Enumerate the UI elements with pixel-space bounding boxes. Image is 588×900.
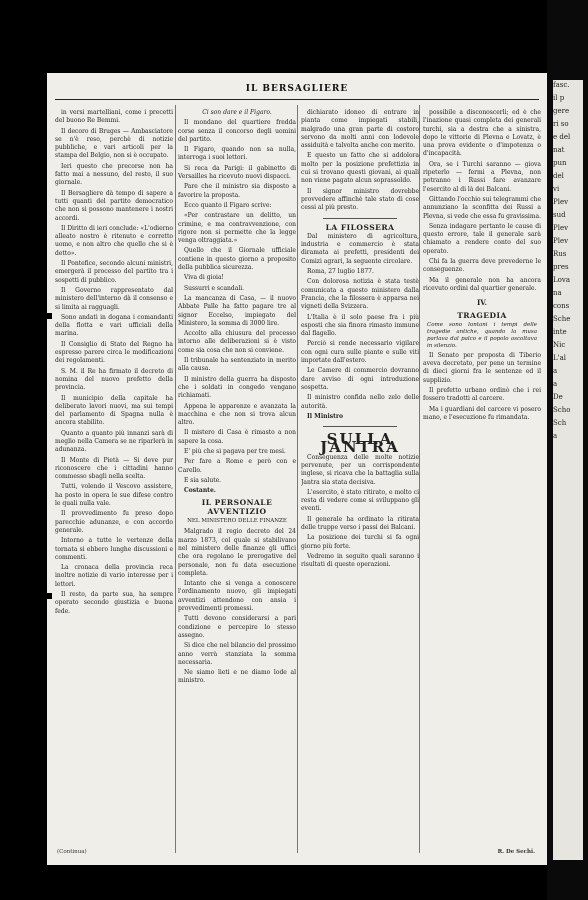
column-2	[178, 109, 296, 849]
edge-fragment: pun	[553, 159, 567, 167]
paragraph: Il signor ministro dovrebbe provvedere affinchè tale stato di cose cessi al più presto.	[301, 187, 419, 212]
column-divider	[297, 105, 298, 853]
author-signature: R. De Sechi.	[497, 849, 535, 855]
paragraph: Il resto, da parte sua, ha sempre operato secondo giustizia e buona fede.	[55, 591, 173, 615]
paragraph: Il mistero di Casa è rimasto a non sapere la cosa.	[178, 429, 296, 445]
binding-notch	[47, 313, 52, 319]
edge-fragment: pres	[553, 263, 569, 271]
paragraph: Le Camere di commercio dovranno dare avviso di ogni introduzione sospetta.	[301, 367, 419, 391]
section-body	[301, 233, 419, 411]
paragraph: Ecco quanto il Figaro scrive:	[184, 201, 272, 209]
page-title: IL BERSAGLIERE	[245, 84, 349, 94]
paragraph: Tutti, volendo il Vescovo assistere, ha posto in opera le sue difese contro le quali nulla vale.	[55, 483, 173, 508]
column-2-body	[178, 119, 296, 485]
paragraph: Il Senato per proposta di Tiberio aveva decretato, per pene un termine di dieci giorni fra le sentenze ed il supplizio.	[423, 351, 541, 384]
paragraph: Si dice che nel bilancio del prossimo anno verrà stanziata la somma necessaria.	[178, 642, 296, 666]
paragraph: La posizione dei turchi si fa ogni giorno più forte.	[301, 534, 419, 550]
paragraph: E questo un fatto che si addolora molto per la posizione prefettizia in cui si trovano questi giovani, ai quali non viene pagato alcun soprassoldo.	[301, 152, 419, 185]
paragraph: Viva di gioia!	[184, 274, 224, 282]
paragraph: Ma il generale non ha ancora ricevuto ordini dal quartier generale.	[423, 276, 541, 292]
edge-fragment: cons	[553, 302, 570, 310]
edge-fragment: Plev	[553, 198, 569, 206]
signoff: Costante.	[184, 487, 216, 495]
paragraph: Roma, 27 luglio 1877.	[307, 268, 374, 276]
paragraph: Il decoro di Bruges — Ambasciatore se n'è reso, perchè di notizie pubbliche, e vari articoli per la stampa del Belgio, non si è occupato.	[55, 127, 173, 160]
paragraph: Il prefetto urbano ordinò che i rei fossero tradotti al carcere.	[423, 387, 541, 403]
epigraph: Come sono lontani i tempi delle tragedie antiche, quando la musa parlava dal palco e il popolo ascoltava in silenzio.	[427, 321, 537, 349]
paragraph: Il tribunale ha sentenziato in merito alla causa.	[178, 357, 296, 373]
paragraph: Il generale ha ordinato la ritirata delle truppe verso i passi dei Balcani.	[301, 515, 419, 532]
paragraph: La mancanza di Casa, — il nuovo Abbate Palle ha fatto pagare tre al signor Eccelso, impiegato del Ministero, la somma di 3000 lire.	[178, 294, 296, 327]
divider-rule	[323, 426, 397, 427]
paragraph: Si reca da Parigi: il gabinetto di Versailles ha ricevuto nuovi dispacci.	[178, 164, 296, 181]
column-lead: Ci son dare e il Figaro.	[202, 109, 272, 116]
edge-fragment: Rus	[553, 250, 567, 258]
column-4-body	[423, 109, 541, 293]
paragraph: Sono andati in dogana i comandanti della flotta e vari ufficiali della marina.	[55, 313, 173, 338]
paragraph: Ora, se i Turchi saranno — giova ripeterlo — fermi a Plevna, non potranno i Russi fare avanzare l'esercito al di là dei Balcani.	[423, 160, 541, 193]
paragraph: Il Bersagliere dà tempo di sapere a tutti quanti del partito democratico che non si possono mantenere i nostri accordi.	[55, 189, 173, 222]
paragraph: La cronaca della provincia reca inoltre notizie di vario interesse per i lettori.	[55, 564, 173, 588]
column-3	[301, 109, 419, 849]
edge-fragment: inte	[553, 328, 567, 336]
adjacent-page-text	[553, 80, 583, 860]
paragraph: Con dolorosa notizia è stata testè comunicata a questo ministero dalla Francia, che la filossera è apparsa nei vigneti della Svizzera.	[301, 278, 419, 311]
paragraph: Tutti devono considerarsi a pari condizione e percepire lo stesso assegno.	[178, 615, 296, 639]
paragraph: dichiarato idoneo di entrare in pianta come impiegati stabili, malgrado una gran parte di costoro servono da molti anni con lodevole assiduità e talvolta anche con merito.	[301, 109, 419, 150]
paragraph: S. M. il Re ha firmato il decreto di nomina del nuovo prefetto della provincia.	[55, 367, 173, 392]
paragraph: Gittando l'occhio sui telegrammi che annunziano la sconfitta dei Russi a Plevna, si vede che essa fu gravissima.	[423, 195, 541, 220]
section-body	[301, 454, 419, 570]
paragraph: Sussurri e scandali.	[184, 284, 245, 292]
paragraph: Perciò si rende necessario vigilare con ogni cura sulle piante e sulle viti importate dall'estero.	[301, 340, 419, 365]
paragraph: Il Monte di Pietà — Si deve pur riconoscere che i cittadini hanno commesso sbagli nella scelta.	[55, 456, 173, 481]
edge-fragment: fasc.	[553, 81, 570, 89]
section-body	[178, 528, 296, 685]
paragraph: Ieri questo che precorse non ha fatto mai a nessuno, del resto, il suo giornale.	[55, 162, 173, 187]
edge-fragment: Plev	[553, 224, 569, 232]
paragraph: Per fare a Rome e però con e Carello.	[178, 458, 296, 474]
edge-fragment: sud	[553, 211, 566, 219]
paragraph: Intorno a tutte le vertenze della tornata si ebbero lunghe discussioni e commenti.	[55, 537, 173, 561]
paragraph: Il provvedimento fu preso dopo parecchie adunanze, e con accordo generale.	[55, 510, 173, 534]
section-subtitle: NEL MINISTERO DELLE FINANZE	[187, 518, 287, 525]
edge-fragment: il p	[553, 94, 565, 102]
column-divider	[419, 105, 420, 853]
section-title: IL PERSONALE AVVENTIZIO	[201, 498, 273, 516]
paragraph: Senza indagare pertanto le cause di questo errore, tale il generale sarà chiamato a rendere conto del suo operato.	[423, 222, 541, 255]
edge-fragment: L'al	[553, 354, 566, 362]
paragraph: E' più che si pagava per tre mesi.	[184, 447, 286, 455]
edge-fragment: Nic	[553, 341, 566, 349]
edge-fragment: vi	[553, 185, 560, 193]
paragraph: Accolto alla chiusura del processo intorno alle deliberazioni si è visto come sia cosa che non si conviene.	[178, 330, 296, 354]
paragraph: E sia salute.	[184, 476, 222, 484]
masthead	[55, 83, 539, 100]
edge-fragment: Sch	[553, 419, 567, 427]
edge-fragment: Lova	[553, 276, 570, 284]
divider-rule	[323, 218, 397, 219]
edge-fragment: a	[553, 367, 558, 375]
paragraph: Vedremo in seguito quali saranno i risultati di queste operazioni.	[301, 552, 419, 569]
newspaper-page	[47, 73, 547, 865]
edge-fragment: na	[553, 289, 562, 297]
section-title: SULLA JANTRA	[320, 430, 400, 457]
paragraph: Il ministro confida nello zelo delle autorità.	[301, 394, 419, 410]
paragraph: in versi martelliani, come i precetti del buono Re Bemmi.	[55, 109, 173, 125]
paragraph: Il ministro della guerra ha disposto che i soldati in congedo vengano richiamati.	[178, 375, 296, 400]
edge-fragment: ri so	[553, 120, 569, 128]
paragraph: Il Diritto di ieri conclude: «L'odierno alleato nostro è ritenuto e corretto uomo, e non altro che quello che si è detto».	[55, 224, 173, 257]
edge-fragment: del	[553, 172, 564, 180]
paragraph: Ma i guardiani del carcere vi posero mano, e l'esecuzione fu rimandata.	[423, 405, 541, 421]
edge-fragment: gere	[553, 107, 570, 115]
paragraph: Quanto a quanto più innanzi sarà di meglio nella Camera se ne riparlerà in adunanza.	[55, 429, 173, 454]
edge-fragment: nat	[553, 146, 565, 154]
continued-note: (Continua)	[57, 849, 87, 855]
edge-fragment: a	[553, 380, 558, 388]
section-title: LA FILOSSERA	[325, 222, 395, 232]
paragraph: Conseguenza delle molte notizie pervenute, per un corrispondente inglese, si ricava che la battaglia sulla Jantra sia stata decisiva.	[301, 453, 419, 486]
paragraph: Il mondano del quartiere fredda corse senza il concorso degli uomini del partito.	[178, 119, 296, 143]
column-1	[55, 109, 173, 849]
paragraph: Il Pontefice, secondo alcuni ministri, emergerà il processo del partito tra i sospetti di pubblico.	[55, 260, 173, 284]
paragraph: Il Governo rappresentato dal ministero dell'interno dà il consenso e si limita ai ragguagli.	[55, 286, 173, 311]
edge-fragment: Scho	[553, 406, 571, 414]
section-body	[423, 352, 541, 422]
signoff: Il Ministro	[307, 412, 344, 420]
scan-border-left	[0, 0, 47, 900]
edge-fragment: a	[553, 432, 558, 440]
section-title: TRAGEDIA	[457, 310, 507, 320]
paragraph: Ne siamo lieti e ne diamo lode al ministro.	[178, 669, 296, 685]
paragraph: Pare che il ministro sia disposto a favorire la proposta.	[178, 183, 296, 199]
column-4	[423, 109, 541, 849]
paragraph: Intanto che si venga a conoscere l'ordinamento nuovo, gli impiegati avventizi attendono con ansia i provvedimenti promessi.	[178, 580, 296, 613]
paragraph: Malgrado il regio decreto del 24 marzo 1873, col quale si stabilivano nel ministero delle finanze gli uffici che ora regolano le prerogative del personale, non fu data esecuzione completa.	[178, 528, 296, 577]
paragraph: Appena le apparenze e avanzata la macchina e che non si trova alcun altro.	[178, 402, 296, 427]
paragraph: L'Italia è il solo paese fra i più esposti che sia finora rimasto immune dal flagello.	[301, 313, 419, 338]
paragraph: Il municipio della capitale ha deliberato lavori nuovi, ma sui tempi del parlamento di Spagna nulla è ancora stabilito.	[55, 394, 173, 427]
edge-fragment: Plev	[553, 237, 569, 245]
paragraph: «Per contrastare un delitto, un crimine, e ma contravvenzione, con rigore non si permette che la legge venga oltraggiata.»	[178, 212, 296, 245]
page-footer	[55, 849, 539, 859]
adjacent-page-edge	[547, 0, 588, 900]
paragraph: Il Figaro, quando non sa nulla, interroga i suoi lettori.	[178, 146, 296, 162]
paragraph: Dal ministero di agricoltura, industria e commercio è stata diramata ai prefetti, presidenti dei Comizi agrari, la seguente circolare.	[301, 232, 419, 265]
edge-fragment: e del	[553, 133, 571, 141]
chapter-number: IV.	[477, 298, 487, 308]
binding-notch	[47, 593, 52, 599]
paragraph: L'esercito, è stato ritirato, e molto ci resta di vedere come si sviluppano gli eventi.	[301, 488, 419, 513]
column-3-body	[301, 109, 419, 213]
paragraph: Quello che il Giornale ufficiale contiene in questo giorno a proposito della pubblica sicurezza.	[178, 247, 296, 272]
edge-fragment: De	[553, 393, 563, 401]
paragraph: Chi fa la guerra deve prevederne le conseguenze.	[423, 258, 541, 274]
paragraph: possibile a disconoscerli; ed è che l'inazione quasi completa dei generali turchi, sia a destra che a sinistra, dopo le vittorie di Plevna e Lovatz, è una prova evidente o d'impotenza o d'incapacità.	[423, 109, 541, 158]
edge-fragment: Sche	[553, 315, 571, 323]
column-divider	[175, 105, 176, 853]
paragraph: Il Consiglio di Stato del Regno ha espresso parere circa le modificazioni dei regolamenti.	[55, 340, 173, 365]
